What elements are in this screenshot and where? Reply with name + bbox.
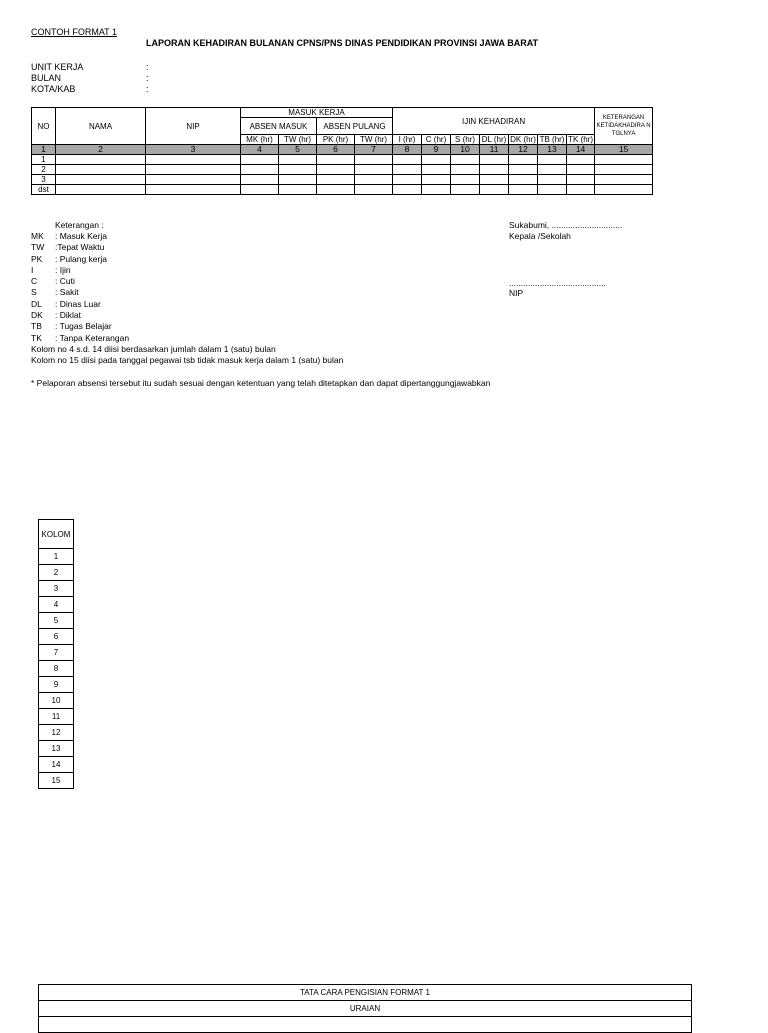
legend-code: TB xyxy=(31,321,42,332)
format-label: CONTOH FORMAT 1 xyxy=(31,27,118,37)
legend-desc: : Ijin xyxy=(55,264,71,275)
legend-code: TK xyxy=(31,332,42,343)
header-absen-masuk: ABSEN MASUK xyxy=(241,118,317,135)
col-num: 15 xyxy=(595,145,653,155)
legend-item xyxy=(31,253,107,265)
field-bulan-value: : xyxy=(146,73,149,83)
attendance-table xyxy=(31,107,653,195)
legend-item xyxy=(31,321,112,332)
kolom-item: 8 xyxy=(39,661,74,677)
table-row xyxy=(32,185,653,195)
table-row xyxy=(32,165,653,175)
kolom-item: 3 xyxy=(39,581,74,597)
kolom-item: 1 xyxy=(39,549,74,565)
legend-code: I xyxy=(31,264,34,275)
legend-item xyxy=(31,276,75,287)
kolom-table xyxy=(38,519,74,789)
col-num: 14 xyxy=(567,145,595,155)
row-number: 3 xyxy=(32,175,56,185)
tata-cara-title: TATA CARA PENGISIAN FORMAT 1 xyxy=(39,985,692,1001)
header-absen-pulang: ABSEN PULANG xyxy=(317,118,393,135)
field-kota-value: : xyxy=(146,84,149,94)
legend-item xyxy=(31,231,107,242)
legend-code: S xyxy=(31,287,37,298)
header-masuk-kerja: MASUK KERJA xyxy=(241,108,393,118)
field-bulan-label: BULAN xyxy=(31,73,62,83)
legend-item xyxy=(31,264,71,276)
legend-desc: : Diklat xyxy=(55,310,81,321)
legend-code: TW xyxy=(31,242,45,253)
field-unit-kerja-label: UNIT KERJA xyxy=(31,62,84,72)
field-unit-kerja-value: : xyxy=(146,62,149,72)
legend-code: DL xyxy=(31,298,42,309)
kolom-item: 15 xyxy=(39,773,74,789)
legend-desc: : Cuti xyxy=(55,276,75,287)
sub-header-s: S (hr) xyxy=(451,135,480,145)
legend-item xyxy=(31,310,81,321)
legend-item xyxy=(31,332,130,344)
sub-header-tw: TW (hr) xyxy=(279,135,317,145)
table-row xyxy=(32,175,653,185)
legend-code: DK xyxy=(31,310,43,321)
kolom-header: KOLOM xyxy=(39,520,74,549)
row-number: 1 xyxy=(32,155,56,165)
col-num: 3 xyxy=(146,145,241,155)
col-num: 7 xyxy=(355,145,393,155)
kolom-item: 5 xyxy=(39,613,74,629)
row-number: 2 xyxy=(32,165,56,175)
legend-heading: Keterangan : xyxy=(55,220,104,230)
sub-header-tk: TK (hr) xyxy=(568,135,593,144)
legend-code: C xyxy=(31,276,38,287)
sub-header-tw2: TW (hr) xyxy=(355,135,393,145)
col-num: 1 xyxy=(32,145,56,155)
col-num: 6 xyxy=(317,145,355,155)
col-num: 4 xyxy=(241,145,279,155)
sub-header-dk: DK (hr) xyxy=(510,135,536,144)
legend-list xyxy=(31,231,130,344)
signature-place: Sukabumi, .............................. xyxy=(509,220,623,230)
col-num: 5 xyxy=(279,145,317,155)
sub-header-mk: MK (hr) xyxy=(241,135,279,145)
sub-header-dl: DL (hr) xyxy=(480,135,509,145)
row-number: dst xyxy=(32,185,56,195)
column-number-row xyxy=(32,145,653,155)
signature-role: Kepala /Sekolah xyxy=(509,231,571,241)
header-nip: NIP xyxy=(146,108,241,145)
legend-code: PK xyxy=(31,253,43,264)
signature-line: ......................................... xyxy=(509,278,606,288)
col-num: 8 xyxy=(393,145,422,155)
kolom-item: 2 xyxy=(39,565,74,581)
legend-desc: :Tepat Waktu xyxy=(55,242,105,253)
legend-item xyxy=(31,287,79,298)
col-num: 2 xyxy=(56,145,146,155)
kolom-item: 4 xyxy=(39,597,74,613)
header-nama: NAMA xyxy=(56,108,146,145)
signature-nip: NIP xyxy=(509,288,524,298)
legend-desc: : Tanpa Keterangan xyxy=(55,332,130,343)
kolom-item: 9 xyxy=(39,677,74,693)
kolom-item: 10 xyxy=(39,693,74,709)
page-title: LAPORAN KEHADIRAN BULANAN CPNS/PNS DINAS PENDIDIKAN PROVINSI JAWA BARAT xyxy=(146,38,539,48)
note-columns-4-14: Kolom no 4 s.d. 14 diisi berdasarkan jumlah dalam 1 (satu) bulan xyxy=(31,344,276,354)
col-num: 11 xyxy=(480,145,509,155)
table-row xyxy=(32,155,653,165)
legend-item xyxy=(31,242,105,253)
kolom-item: 7 xyxy=(39,645,74,661)
legend-code: MK xyxy=(31,231,44,241)
header-ijin-kehadiran: IJIN KEHADIRAN xyxy=(393,108,595,135)
header-no: NO xyxy=(32,108,56,145)
legend-desc: : Sakit xyxy=(55,287,79,298)
footnote: * Pelaporan absensi tersebut itu sudah sesuai dengan ketentuan yang telah ditetapkan dan dapat dipertanggungjawabkan xyxy=(31,378,491,388)
col-num: 12 xyxy=(509,145,538,155)
col-num: 10 xyxy=(451,145,480,155)
sub-header-tb: TB (hr) xyxy=(538,135,567,145)
legend-desc: : Tugas Belajar xyxy=(55,321,112,332)
kolom-item: 6 xyxy=(39,629,74,645)
sub-header-pk: PK (hr) xyxy=(317,135,355,145)
legend-desc: : Masuk Kerja xyxy=(55,231,107,241)
kolom-item: 11 xyxy=(39,709,74,725)
legend-desc: : Pulang kerja xyxy=(55,253,107,264)
sub-header-c: C (hr) xyxy=(422,135,451,145)
kolom-item: 13 xyxy=(39,741,74,757)
uraian-header: URAIAN xyxy=(39,1001,692,1017)
field-kota-label: KOTA/KAB xyxy=(31,84,76,94)
col-num: 9 xyxy=(422,145,451,155)
legend-desc: : Dinas Luar xyxy=(55,298,101,309)
col-num: 13 xyxy=(538,145,567,155)
sub-header-i: I (hr) xyxy=(393,135,422,145)
header-keterangan: KETERANGAN KETIDAKHADIRA N TGLNYA xyxy=(595,108,653,145)
kolom-item: 12 xyxy=(39,725,74,741)
uraian-body xyxy=(39,1017,692,1033)
note-column-15: Kolom no 15 diisi pada tanggal pegawai tsb tidak masuk kerja dalam 1 (satu) bulan xyxy=(31,355,344,365)
legend-item xyxy=(31,298,101,310)
tata-cara-table xyxy=(38,984,692,1033)
kolom-item: 14 xyxy=(39,757,74,773)
